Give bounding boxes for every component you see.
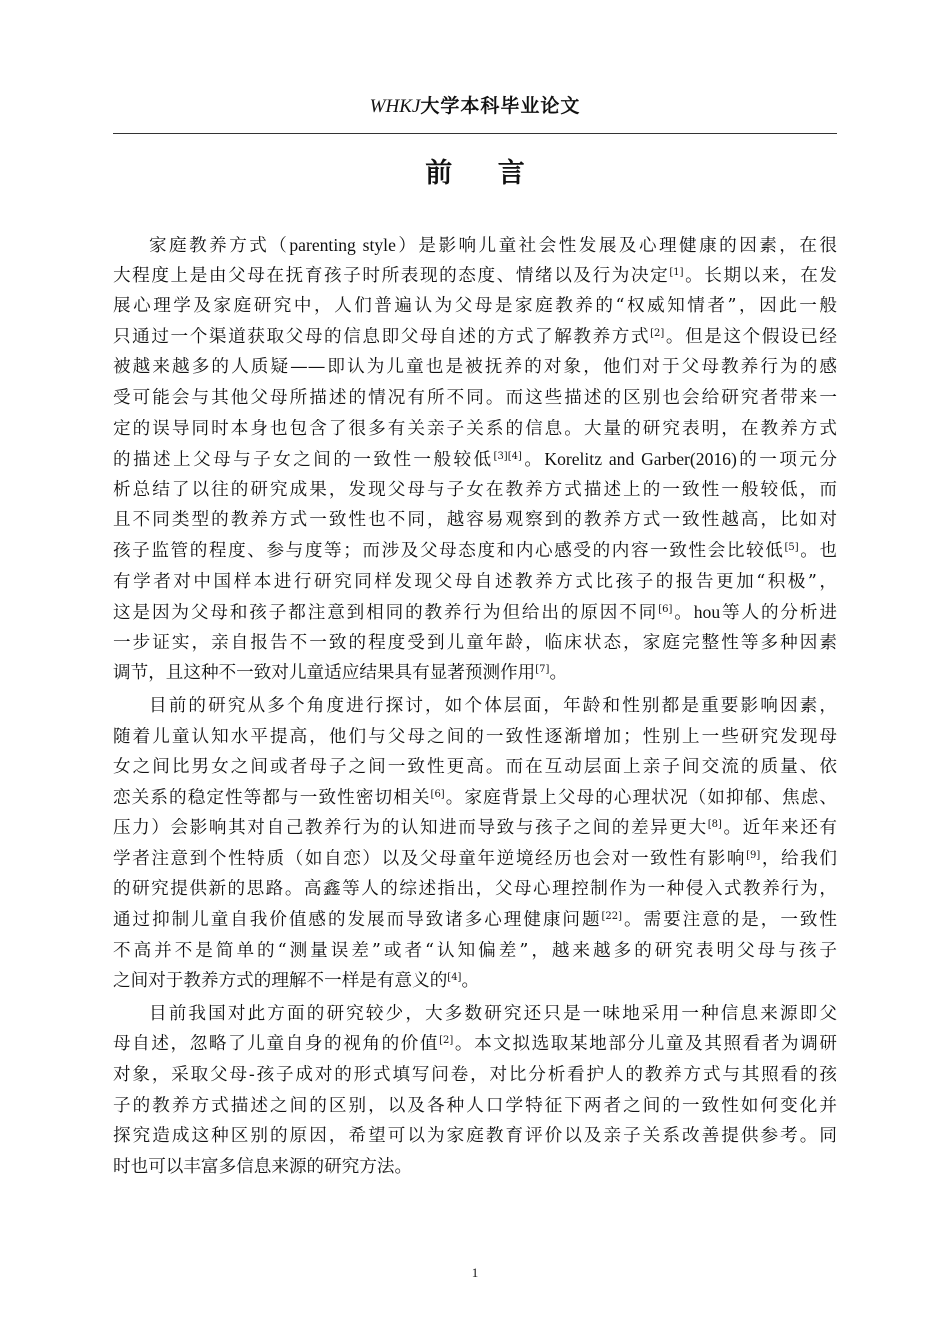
text-line: [113, 752, 837, 783]
text-line: [113, 505, 837, 536]
text-line: [113, 322, 837, 353]
text-run: 学者注意到个性特质（如自恋）以及父母童年逆境经历也会对一致性有影响: [113, 848, 747, 869]
text-line: [113, 936, 837, 967]
running-header-thesis-label: 大学本科毕业论文: [420, 95, 581, 117]
text-run: 压力）会影响其对自己教养行为的认知进而导致与孩子之间的差异更大: [113, 818, 708, 839]
text-line: [113, 414, 837, 445]
text-line: [113, 383, 837, 414]
text-run: 定的误导同时本身也包含了很多有关亲子关系的信息。大量的研究表明，在教养方式: [113, 418, 837, 439]
text-run: 的描述上父母与子女之间的一致性一般较低: [113, 450, 494, 471]
text-run: 对象，采取父母-孩子成对的形式填写问卷，对比分析看护人的教养方式与其照看的孩: [113, 1065, 837, 1086]
text-run: 女之间比男女之间或者母子之间一致性更高。而在互动层面上亲子间交流的质量、依: [113, 757, 837, 778]
text-line: [113, 352, 837, 383]
text-run: 受可能会与其他父母所描述的情况有所不同。而这些描述的区别也会给研究者带来一: [113, 387, 837, 408]
text-run: 母自述，忽略了儿童自身的视角的价值: [113, 1034, 440, 1055]
text-run: 时也可以丰富多信息来源的研究方法。: [113, 1156, 413, 1177]
text-run: 的研究提供新的思路。高鑫等人的综述指出，父母心理控制作为一种侵入式教养行为，: [113, 879, 837, 900]
text-line: [113, 905, 837, 936]
text-line: [113, 999, 837, 1030]
page-title: 前 言: [425, 158, 543, 189]
text-run: 之间对于教养方式的理解不一样是有意义的: [113, 971, 448, 992]
text-run: 析总结了以往的研究成果，发现父母与子女在教养方式描述上的一致性一般较低，而: [113, 479, 837, 500]
text-run: 。家庭背景上父母的心理状况（如抑郁、焦虑、: [444, 787, 837, 808]
text-run: 目前我国对此方面的研究较少，大多数研究还只是一味地采用一种信息来源即父: [149, 1003, 837, 1024]
text-line: [113, 874, 837, 905]
text-run: 。但是这个假设已经: [664, 326, 837, 347]
citation-ref: [3][4]: [493, 451, 522, 463]
text-run: 一步证实，亲自报告不一致的程度受到儿童年龄，临床状态，家庭完整性等多种因素: [113, 632, 837, 653]
text-run: 。长期以来，在发: [683, 265, 837, 286]
text-line: [113, 597, 837, 628]
citation-ref: [4]: [447, 972, 462, 984]
text-line: [113, 261, 837, 292]
text-line: [113, 1152, 837, 1183]
citation-ref: [6]: [430, 788, 445, 800]
text-run: 。: [521, 450, 545, 471]
paragraph: [113, 691, 837, 997]
text-run: 有学者对中国样本进行研究同样发现父母自述教养方式比孩子的报告更加“积极”，: [113, 571, 837, 592]
text-run: 探究造成这种区别的原因，希望可以为家庭教育评价以及亲子关系改善提供参考。同: [113, 1126, 837, 1147]
text-run: 。近年来还有: [721, 818, 837, 839]
text-run: 孩子监管的程度、参与度等；而涉及父母态度和内心感受的内容一致性会比较低: [113, 540, 785, 561]
text-run: ，给我们: [760, 848, 837, 869]
text-run: 只通过一个渠道获取父母的信息即父母自述的方式了解教养方式: [113, 326, 651, 347]
text-run: Korelitz and Garber(2016): [544, 449, 737, 470]
text-line: [113, 567, 837, 598]
text-run: 。: [461, 971, 480, 992]
text-run: 随着儿童认知水平提高，他们与父母之间的一致性逐渐增加；性别上一些研究发现母: [113, 726, 837, 747]
text-run: 被越来越多的人质疑——即认为儿童也是被抚养的对象，他们对于父母教养行为的感: [113, 357, 837, 378]
citation-ref: [22]: [601, 911, 623, 923]
text-line: [113, 844, 837, 875]
text-line: [113, 966, 837, 997]
body-text: [113, 230, 837, 1182]
text-run: 展心理学及家庭研究中，人们普遍认为父母是家庭教养的“权威知情者”，因此一般: [113, 296, 837, 317]
text-run: 这是因为父母和孩子都注意到相同的教养行为但给出的原因不同: [113, 603, 659, 624]
text-run: 目前的研究从多个角度进行探讨，如个体层面，年龄和性别都是重要影响因素，: [149, 695, 837, 716]
citation-ref: [2]: [439, 1035, 454, 1047]
paragraph: [113, 230, 837, 689]
text-line: [113, 783, 837, 814]
text-line: [113, 691, 837, 722]
text-line: [113, 628, 837, 659]
citation-ref: [1]: [669, 266, 684, 278]
text-line: [113, 230, 837, 261]
text-run: ）是影响儿童社会性发展及心理健康的因素，在很: [395, 236, 837, 256]
citation-ref: [8]: [707, 819, 722, 831]
text-run: parenting style: [289, 235, 396, 255]
citation-ref: [2]: [650, 327, 665, 339]
text-line: [113, 658, 837, 689]
text-run: 调节，且这种不一致对儿童适应结果具有显著预测作用: [113, 663, 536, 684]
text-run: 恋关系的稳定性等都与一致性密切相关: [113, 787, 431, 808]
text-run: 等人的分析进: [720, 603, 837, 624]
running-header-school-abbrev: WHKJ: [369, 96, 421, 117]
header-divider: [113, 133, 837, 134]
text-run: 通过抑制儿童自我价值感的发展而导致诸多心理健康问题: [113, 910, 602, 931]
running-header: [113, 93, 837, 120]
text-line: [113, 813, 837, 844]
text-run: 。: [672, 603, 694, 624]
text-run: 。也: [798, 540, 837, 561]
text-line: [113, 1060, 837, 1091]
text-line: [113, 1091, 837, 1122]
text-run: 。需要注意的是，一致性: [622, 910, 837, 931]
text-line: [113, 444, 837, 475]
paragraph: [113, 999, 837, 1183]
text-run: 不高并不是简单的“测量误差”或者“认知偏差”，越来越多的研究表明父母与孩子: [113, 940, 837, 961]
text-run: 家庭教养方式（: [149, 236, 290, 256]
text-run: 大程度上是由父母在抚育孩子时所表现的态度、情绪以及行为决定: [113, 265, 670, 286]
citation-ref: [7]: [535, 664, 550, 676]
text-line: [113, 475, 837, 506]
text-line: [113, 536, 837, 567]
text-run: 子的教养方式描述之间的区别，以及各种人口学特征下两者之间的一致性如何变化并: [113, 1095, 837, 1116]
page-number: 1: [471, 1265, 479, 1280]
citation-ref: [5]: [784, 541, 799, 553]
text-line: [113, 1121, 837, 1152]
text-run: 。: [549, 663, 568, 684]
text-line: [113, 1029, 837, 1060]
text-run: 。本文拟选取某地部分儿童及其照看者为调研: [453, 1034, 837, 1055]
text-run: 且不同类型的教养方式一致性也不同，越容易观察到的教养方式一致性越高，比如对: [113, 510, 837, 531]
text-run: hou: [693, 602, 721, 623]
text-line: [113, 722, 837, 753]
text-run: 的一项元分: [736, 450, 837, 471]
text-line: [113, 291, 837, 322]
citation-ref: [6]: [658, 604, 673, 616]
citation-ref: [9]: [746, 849, 761, 861]
